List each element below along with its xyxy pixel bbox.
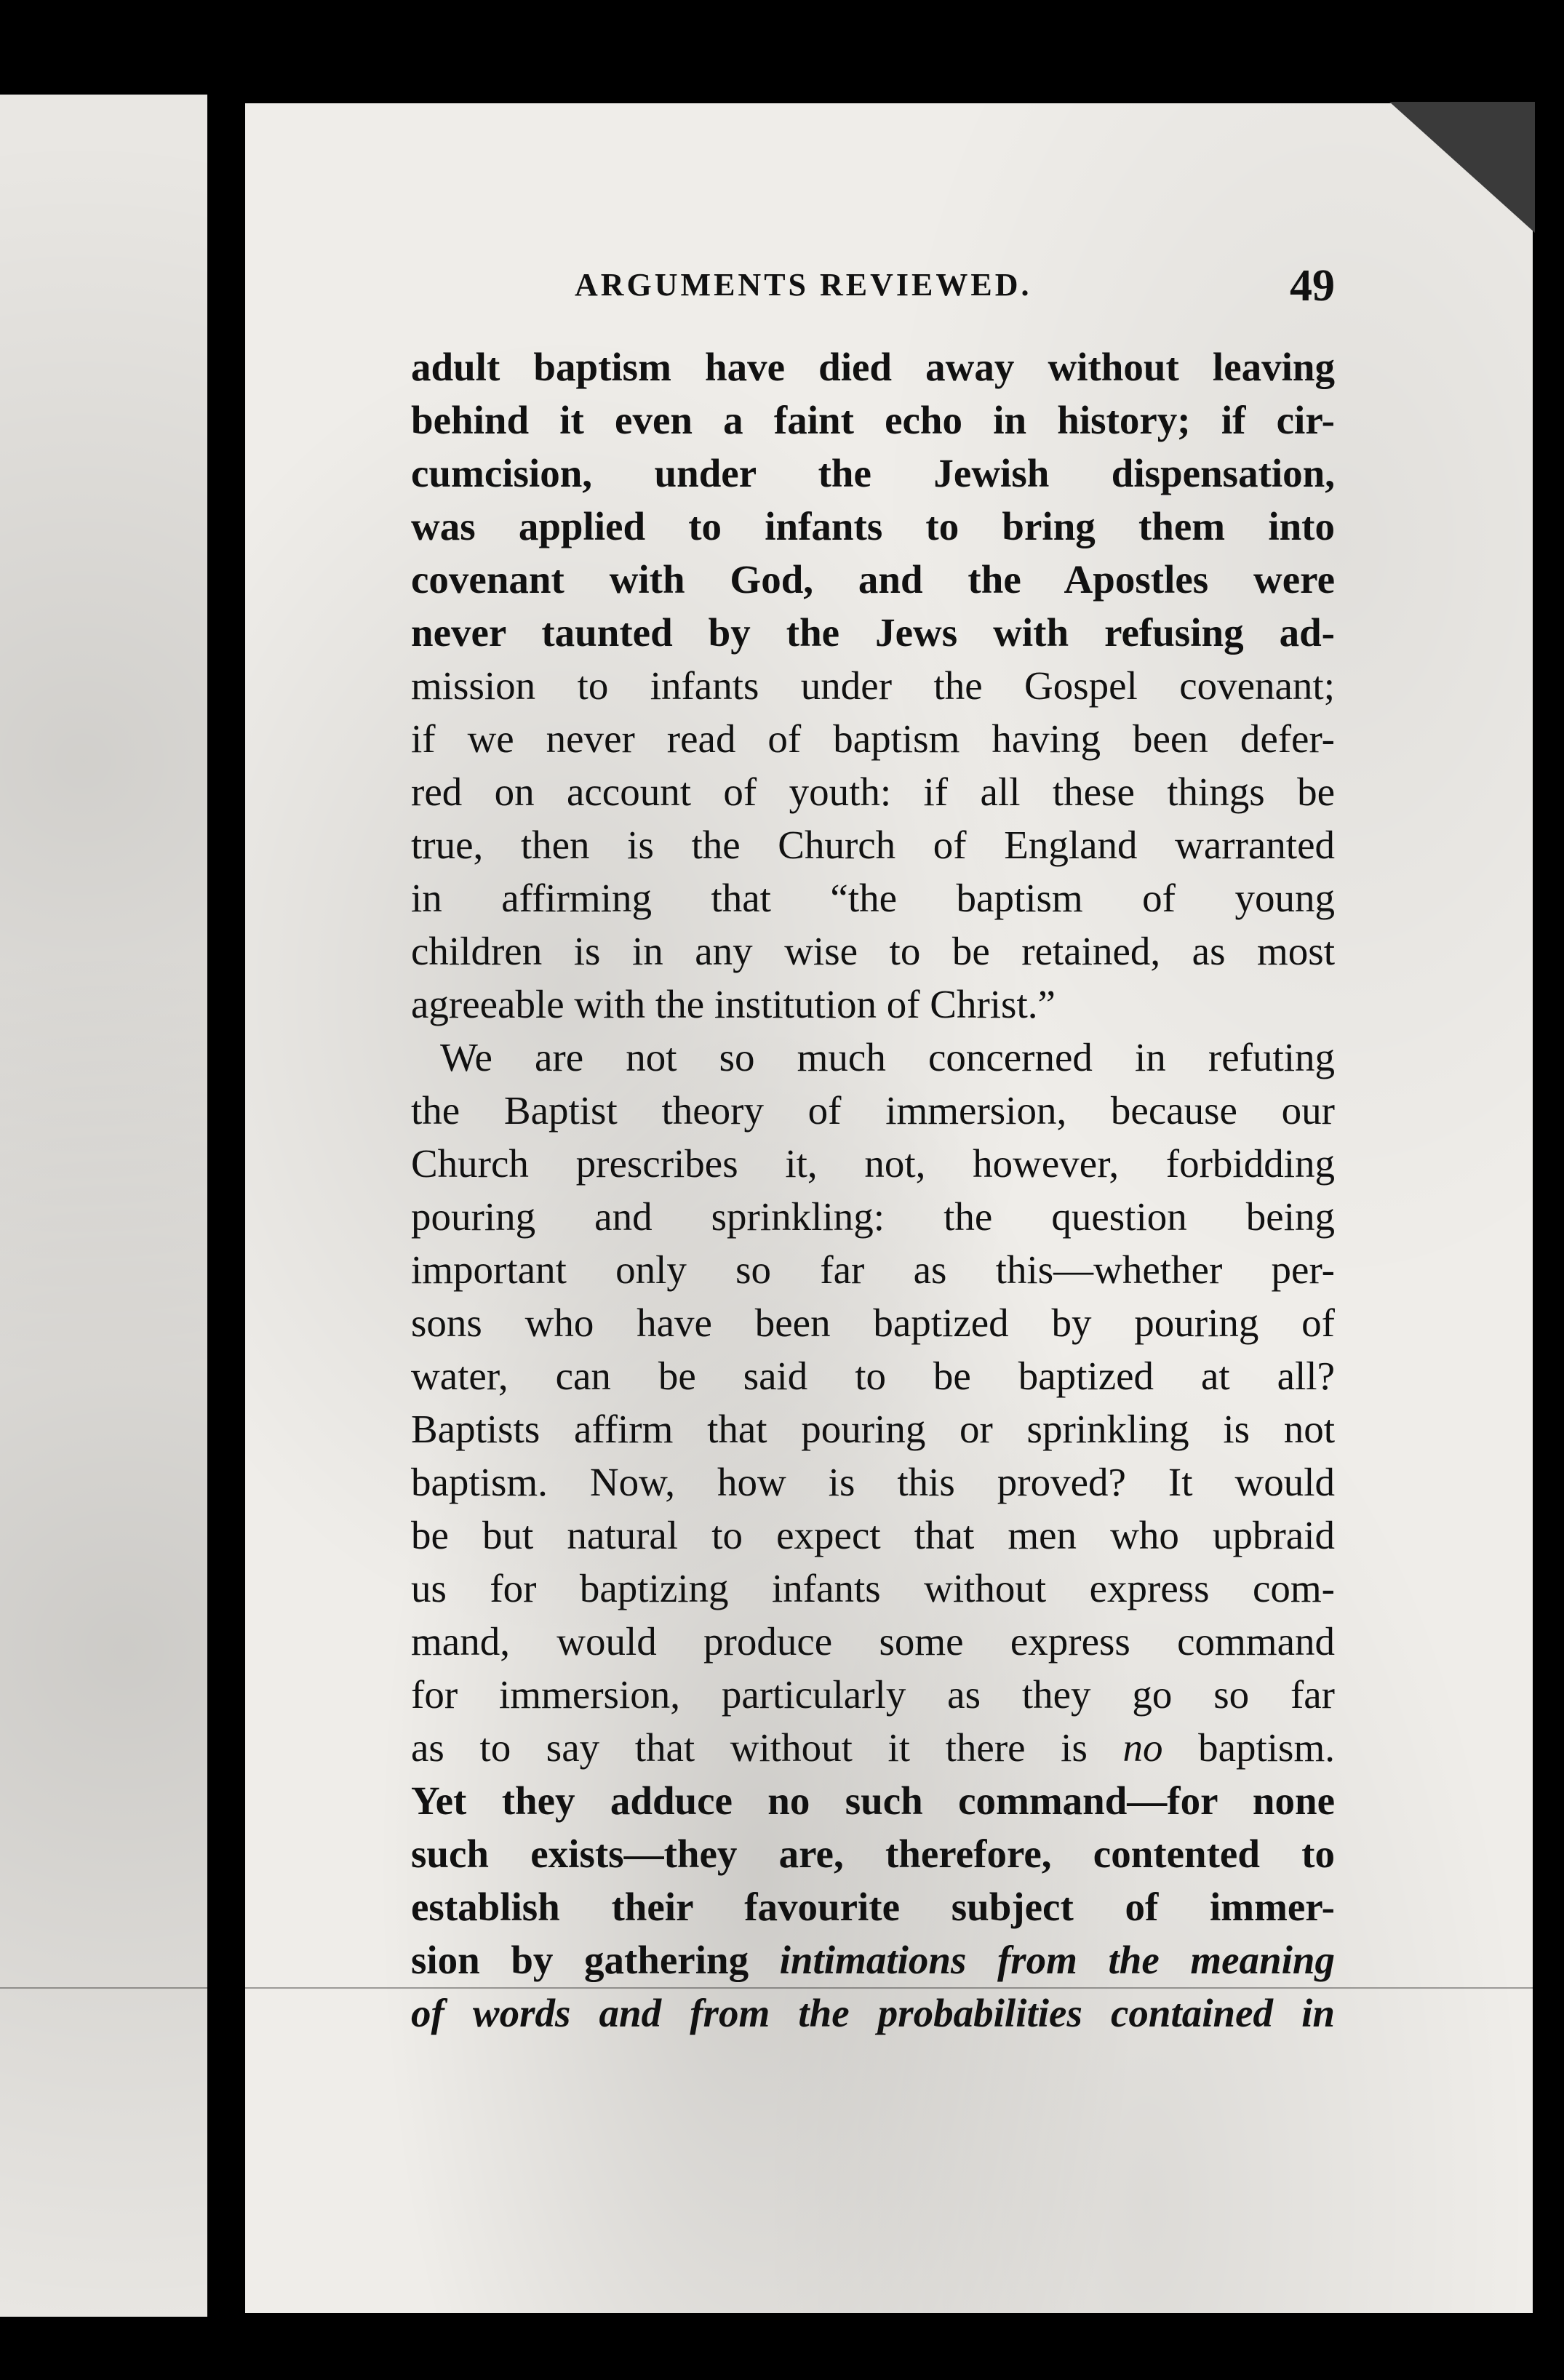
text-line: children is in any wise to be retained, as most xyxy=(411,929,1335,973)
text-line: in affirming that “the baptism of young xyxy=(411,876,1335,920)
text-line: Yet they adduce no such command—for none xyxy=(411,1778,1335,1823)
text-line: covenant with God, and the Apostles were xyxy=(411,557,1335,602)
text-line: Church prescribes it, not, however, forbidding xyxy=(411,1141,1335,1186)
italic-text: no xyxy=(1122,1725,1163,1770)
paragraph-1 xyxy=(411,340,1335,1031)
text-line: water, can be said to be baptized at all? xyxy=(411,1354,1335,1398)
text-segment: sion by gathering xyxy=(411,1938,780,1982)
text-line: cumcision, under the Jewish dispensation, xyxy=(411,451,1335,495)
text-line: important only so far as this—whether per- xyxy=(411,1247,1335,1292)
text-line: the Baptist theory of immersion, because our xyxy=(411,1088,1335,1133)
page-number: 49 xyxy=(1290,261,1335,311)
text-line: agreeable with the institution of Christ.” xyxy=(411,982,1056,1026)
text-line: never taunted by the Jews with refusing ad- xyxy=(411,610,1335,655)
text-line: red on account of youth: if all these things be xyxy=(411,770,1335,814)
text-line: pouring and sprinkling: the question being xyxy=(411,1194,1335,1239)
text-line: adult baptism have died away without leaving xyxy=(411,345,1335,389)
text-line: sons who have been baptized by pouring of xyxy=(411,1301,1335,1345)
text-line: mission to infants under the Gospel covenant; xyxy=(411,663,1335,708)
text-line xyxy=(411,1933,1335,1986)
folded-corner xyxy=(1389,102,1535,233)
text-line: Baptists affirm that pouring or sprinkling is not xyxy=(411,1407,1335,1451)
text-line: be but natural to expect that men who upbraid xyxy=(411,1513,1335,1557)
text-line xyxy=(411,1721,1335,1774)
running-head: ARGUMENTS REVIEWED. xyxy=(575,267,1032,303)
text-line: such exists—they are, therefore, contented to xyxy=(411,1832,1335,1876)
text-segment: as to say that without it there is xyxy=(411,1725,1123,1770)
italic-text: intimations from the meaning xyxy=(779,1938,1335,1982)
text-line: us for baptizing infants without express com- xyxy=(411,1566,1335,1610)
text-line: if we never read of baptism having been defer- xyxy=(411,716,1335,761)
text-line: behind it even a faint echo in history; if cir- xyxy=(411,398,1335,442)
body-text xyxy=(411,340,1335,2040)
text-line: for immersion, particularly as they go so far xyxy=(411,1672,1335,1717)
text-line xyxy=(411,1986,1335,2040)
text-line: was applied to infants to bring them into xyxy=(411,504,1335,548)
paragraph-2 xyxy=(411,1031,1335,2040)
left-page-edge xyxy=(0,95,207,2317)
text-line: true, then is the Church of England warranted xyxy=(411,823,1335,867)
text-line: establish their favourite subject of immer- xyxy=(411,1885,1335,1929)
page-header xyxy=(411,261,1335,317)
italic-text: of words and from the probabilities contained in xyxy=(411,1991,1335,2035)
text-line: We are not so much concerned in refuting xyxy=(440,1035,1335,1079)
text-segment: baptism. xyxy=(1162,1725,1335,1770)
book-gutter xyxy=(207,95,245,2320)
text-line: mand, would produce some express command xyxy=(411,1619,1335,1664)
text-line: baptism. Now, how is this proved? It would xyxy=(411,1460,1335,1504)
